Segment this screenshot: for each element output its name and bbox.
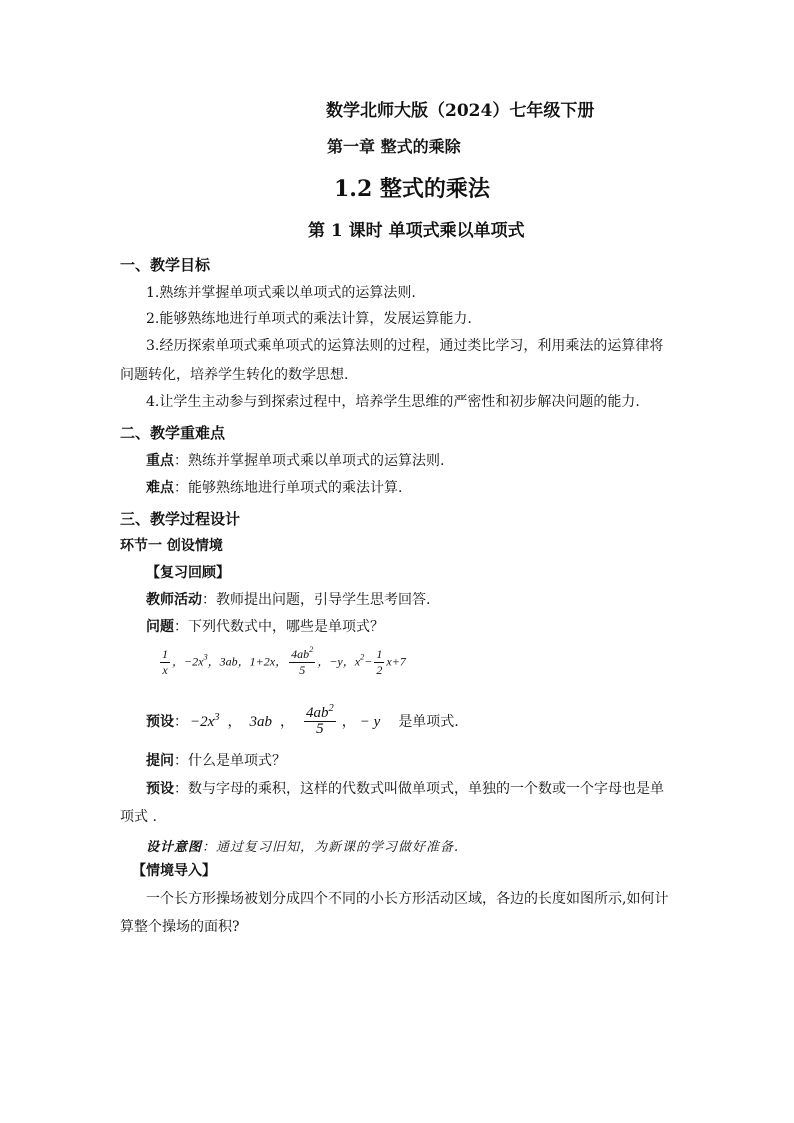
key-label: 重点: [146, 453, 174, 469]
goal-item: 4.让学生主动参与到探索过程中，培养学生思维的严密性和初步解决问题的能力.: [146, 394, 640, 410]
goal-item: 3.经历探索单项式乘单项式的运算法则的过程，通过类比学习，利用乘法的运算律将: [146, 338, 664, 354]
expression-list: $\frac{1}{x}$ ，$-2x^3$，3ab，1+2x， $\frac{4ab^2}{5}$ ，−y，$x^2-$ $\frac{1}{2}$ x+7: [162, 645, 406, 677]
preset2-text: ：数与字母的乘积，这样的代数式叫做单项式，单独的一个数或一个字母也是单: [174, 781, 664, 797]
preset-label: 预设: [146, 713, 174, 730]
diff-text: ：能够熟练地进行单项式的乘法计算.: [174, 480, 403, 496]
teacher-activity: [146, 591, 430, 609]
goal-item: 问题转化，培养学生转化的数学思想.: [120, 367, 349, 383]
question-text: ：下列代数式中，哪些是单项式？: [174, 619, 384, 635]
situation-tag: 【情境导入】: [132, 863, 216, 879]
answer-fraction: $\frac{4ab^2}{5}$: [306, 703, 334, 737]
design-label: 设计意图: [146, 840, 203, 855]
answer-monomial: 3ab: [249, 713, 273, 730]
situation-text-cont: 算整个操场的面积?: [120, 919, 240, 935]
chapter-title: 第一章 整式的乘除: [327, 137, 461, 156]
preset-definition: [146, 780, 664, 798]
ask-text: ：什么是单项式？: [174, 753, 286, 769]
fraction-1-over-x: $\frac{1}{x}$: [162, 647, 168, 677]
key-point: [146, 452, 444, 470]
diff-label: 难点: [146, 480, 174, 496]
question-label: 问题: [146, 619, 174, 635]
review-tag: 【复习回顾】: [146, 565, 230, 581]
key-text: ：熟练并掌握单项式乘以单项式的运算法则.: [174, 453, 445, 469]
keypoints-heading: 二、教学重难点: [120, 424, 226, 442]
ask-label: 提问: [146, 753, 174, 769]
answer-monomial: − y: [359, 713, 381, 730]
book-title: 数学北师大版（2024）七年级下册: [326, 101, 595, 121]
goals-heading: 一、教学目标: [120, 256, 211, 274]
preset2-label: 预设: [146, 781, 174, 797]
design-text: ：通过复习旧知，为新课的学习做好准备.: [202, 840, 460, 855]
goal-item: 2.能够熟练地进行单项式的乘法计算，发展运算能力.: [146, 311, 472, 327]
preset-definition-cont: 项式 .: [120, 809, 157, 825]
goal-item: 1.熟练并掌握单项式乘以单项式的运算法则.: [146, 285, 416, 301]
answer-tail: 是单项式.: [398, 713, 459, 730]
process-heading: 三、教学过程设计: [120, 510, 241, 528]
situation-text: 一个长方形操场被划分成四个不同的小长方形活动区域，各边的长度如图所示,如何计: [146, 891, 669, 907]
teacher-label: 教师活动: [146, 592, 202, 608]
answer-monomial: $-2x^3$: [190, 711, 220, 730]
fraction-4ab2-over-5: $\frac{4ab^2}{5}$: [291, 645, 314, 677]
design-intent: [146, 836, 459, 855]
ask-line: [146, 752, 286, 770]
difficult-point: [146, 479, 402, 497]
question-line: [146, 618, 384, 636]
stage-title: 环节一 创设情境: [120, 538, 223, 554]
preset-answer-line: 预设 ： $-2x^3$ ， 3ab ， $\frac{4ab^2}{5}$ ， − y 是单项式.: [146, 703, 459, 737]
fraction-1-over-2: $\frac{1}{2}$: [376, 647, 383, 677]
teacher-text: ：教师提出问题，引导学生思考回答.: [202, 592, 431, 608]
lesson-title: 第 1 课时 单项式乘以单项式: [308, 221, 525, 241]
section-title: 1.2 整式的乘法: [334, 176, 490, 202]
